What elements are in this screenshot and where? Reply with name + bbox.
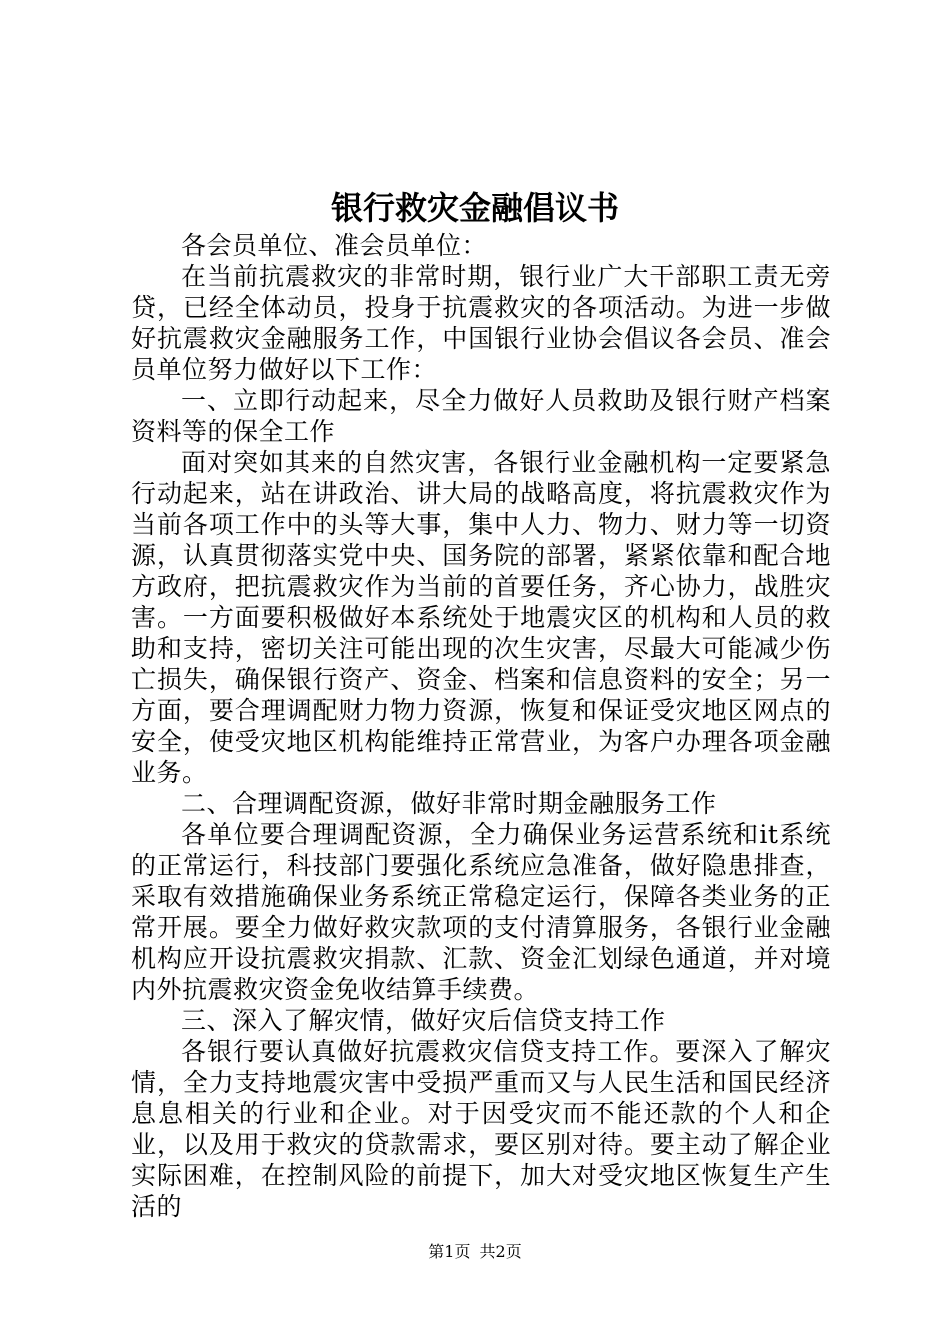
section-body-2: 各单位要合理调配资源，全力确保业务运营系统和it系统的正常运行，科技部门要强化系统应急准备，做好隐患排查，采取有效措施确保业务系统正常稳定运行，保障各类业务的正常开展。要全力做好救灾款项的支付清算服务，各银行业金融机构应开设抗震救灾捐款、汇款、资金汇划绿色通道，并对境内外抗震救灾资金免收结算手续费。 [131, 820, 831, 1004]
page-number: 第1页 [428, 1242, 471, 1261]
intro-paragraph: 在当前抗震救灾的非常时期，银行业广大干部职工责无旁贷，已经全体动员，投身于抗震救灾的各项活动。为进一步做好抗震救灾金融服务工作，中国银行业协会倡议各会员、准会员单位努力做好以下工作： [131, 262, 831, 384]
section-heading-1: 一、立即行动起来，尽全力做好人员救助及银行财产档案资料等的保全工作 [131, 386, 831, 446]
section-heading-2: 二、合理调配资源，做好非常时期金融服务工作 [181, 789, 717, 818]
page-total: 共2页 [479, 1242, 522, 1261]
section-heading-3: 三、深入了解灾情，做好灾后信贷支持工作 [181, 1006, 666, 1035]
section-body-3: 各银行要认真做好抗震救灾信贷支持工作。要深入了解灾情，全力支持地震灾害中受损严重而又与人民生活和国民经济息息相关的行业和企业。对于因受灾而不能还款的个人和企业，以及用于救灾的贷款需求，要区别对待。要主动了解企业实际困难，在控制风险的前提下，加大对受灾地区恢复生产生活的 [131, 1037, 831, 1221]
document-title: 银行救灾金融倡议书 [330, 189, 619, 227]
salutation: 各会员单位、准会员单位： [181, 231, 488, 260]
document-body [131, 230, 831, 1222]
section-body-1: 面对突如其来的自然灾害，各银行业金融机构一定要紧急行动起来，站在讲政治、讲大局的战略高度，将抗震救灾作为当前各项工作中的头等大事，集中人力、物力、财力等一切资源，认真贯彻落实党中央、国务院的部署，紧紧依靠和配合地方政府，把抗震救灾作为当前的首要任务，齐心协力，战胜灾害。一方面要积极做好本系统处于地震灾区的机构和人员的救助和支持，密切关注可能出现的次生灾害，尽最大可能减少伤亡损失，确保银行资产、资金、档案和信息资料的安全；另一方面，要合理调配财力物力资源，恢复和保证受灾地区网点的安全，使受灾地区机构能维持正常营业，为客户办理各项金融业务。 [131, 448, 831, 787]
page-footer [0, 1242, 950, 1262]
